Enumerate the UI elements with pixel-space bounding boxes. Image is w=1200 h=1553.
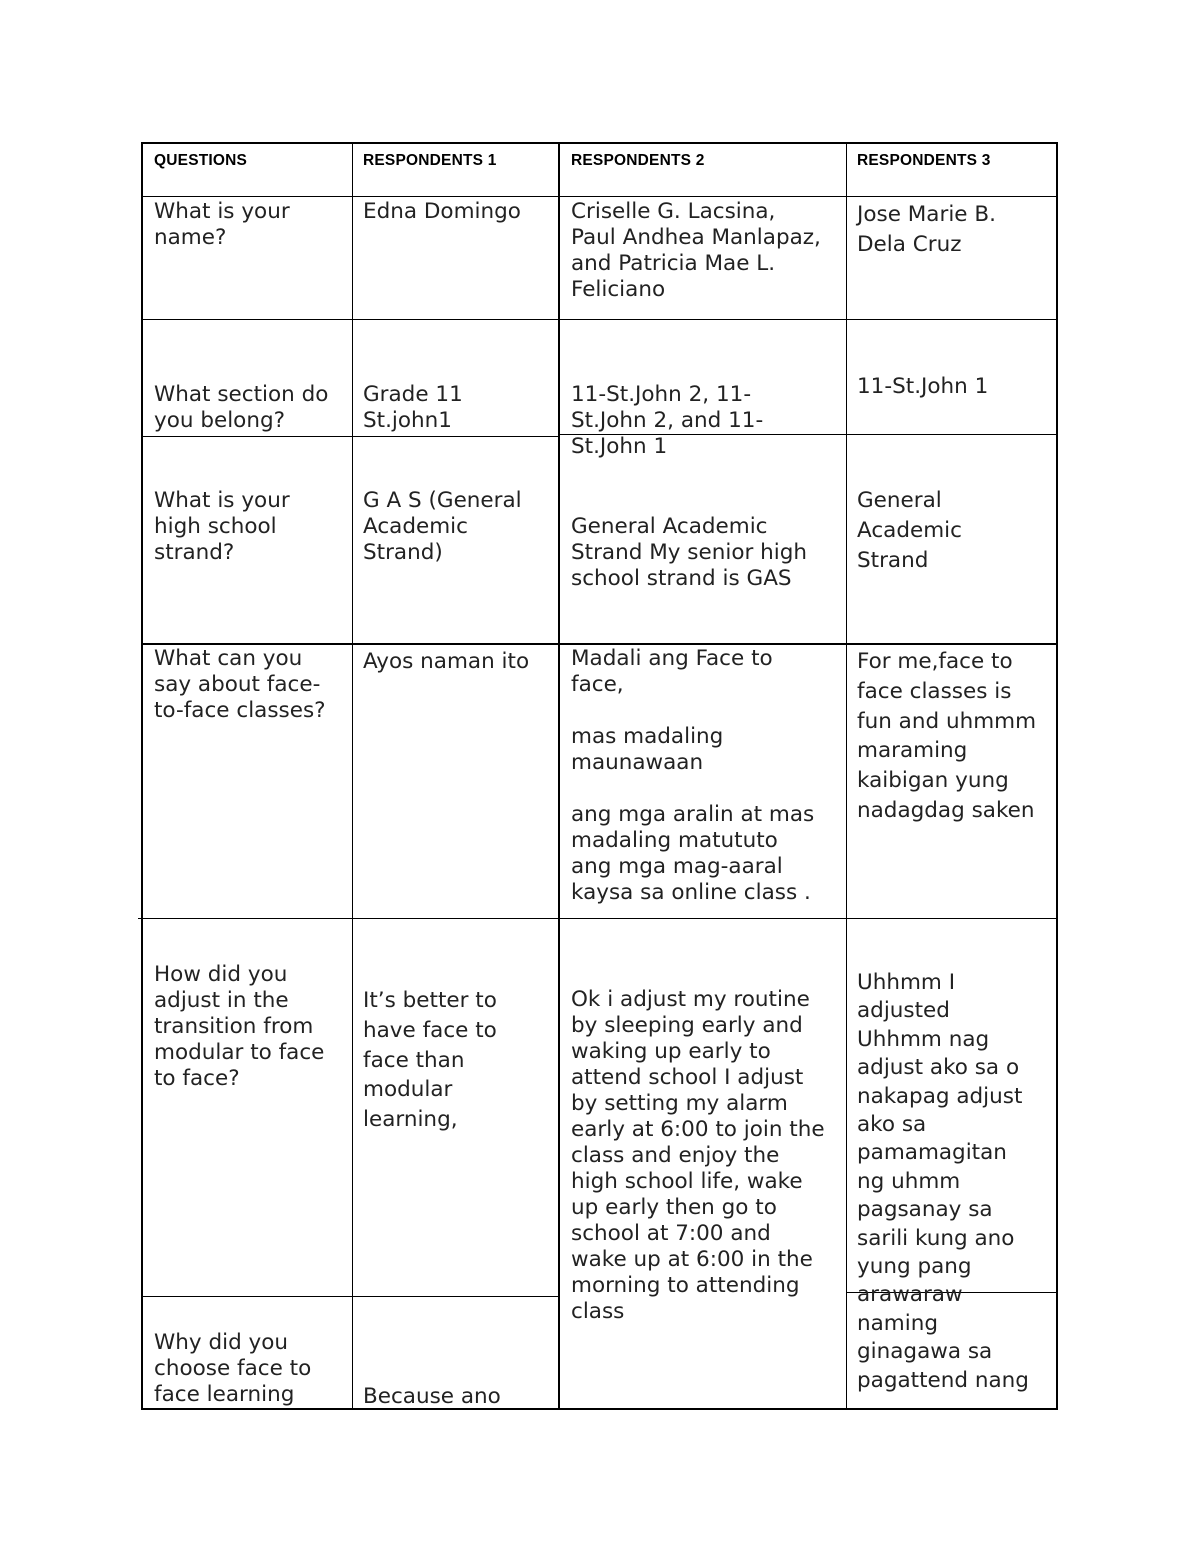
row-divider xyxy=(143,643,1056,645)
respondent-2-answer: Madali ang Face to face, mas madaling maunawaan ang mga aralin at mas madaling matututo ang mga mag-aaral kaysa sa online class . xyxy=(571,646,815,905)
column-divider xyxy=(352,144,353,1408)
respondent-3-answer: Jose Marie B. Dela Cruz xyxy=(857,202,996,257)
question-cell: What section do you belong? xyxy=(154,382,329,433)
question-cell: What is your high school strand? xyxy=(154,488,290,565)
respondent-2-answer: Criselle G. Lacsina, Paul Andhea Manlapaz, and Patricia Mae L. Feliciano xyxy=(571,199,821,302)
respondent-3-answer: 11-St.John 1 xyxy=(857,374,989,399)
column-divider xyxy=(558,144,560,1408)
respondent-2-answer: General Academic Strand My senior high school strand is GAS xyxy=(571,514,808,591)
respondent-2-answer: 11-St.John 2, 11- St.John 2, and 11- St.John 1 xyxy=(571,382,764,459)
respondent-3-answer: For me,face to face classes is fun and uhmmm maraming kaibigan yung nadagdag saken xyxy=(857,649,1037,823)
column-divider xyxy=(846,144,847,1408)
question-cell: How did you adjust in the transition from modular to face to face? xyxy=(154,962,325,1091)
respondent-1-answer: It’s better to have face to face than modular learning, xyxy=(363,988,497,1133)
respondent-2-answer: Ok i adjust my routine by sleeping early and waking up early to attend school I adjust by setting my alarm early at 6:00 to join the class and enjoy the high school life, wake up early then go to school at 7:00 and wake up at 6:00 in the morning to attending class xyxy=(571,987,825,1324)
respondent-1-answer: Ayos naman ito xyxy=(363,649,530,674)
question-cell: What is your name? xyxy=(154,199,290,250)
respondent-1-answer: Edna Domingo xyxy=(363,199,521,224)
row-divider xyxy=(138,918,1056,919)
respondent-1-answer: G A S (General Academic Strand) xyxy=(363,488,522,565)
respondent-3-answer: General Academic Strand xyxy=(857,488,962,573)
respondent-1-answer: Grade 11 St.john1 xyxy=(363,382,463,433)
row-divider xyxy=(143,436,558,437)
row-divider xyxy=(143,1296,558,1297)
header-respondent-2: RESPONDENTS 2 xyxy=(571,152,705,169)
header-respondent-3: RESPONDENTS 3 xyxy=(857,152,991,169)
row-divider xyxy=(143,196,1056,197)
respondent-3-answer: Uhhmm I adjusted Uhhmm nag adjust ako sa o nakapag adjust ako sa pamamagitan ng uhmm pagsanay sa sarili kung ano yung pang arawaraw naming ginagawa sa pagattend nang xyxy=(857,970,1029,1393)
question-cell: Why did you choose face to face learning xyxy=(154,1330,312,1407)
row-divider xyxy=(143,319,1056,320)
header-questions: QUESTIONS xyxy=(154,152,248,169)
survey-table xyxy=(141,142,1058,1410)
respondent-1-answer: Because ano xyxy=(363,1384,501,1409)
question-cell: What can you say about face- to-face classes? xyxy=(154,646,326,723)
header-respondent-1: RESPONDENTS 1 xyxy=(363,152,497,169)
